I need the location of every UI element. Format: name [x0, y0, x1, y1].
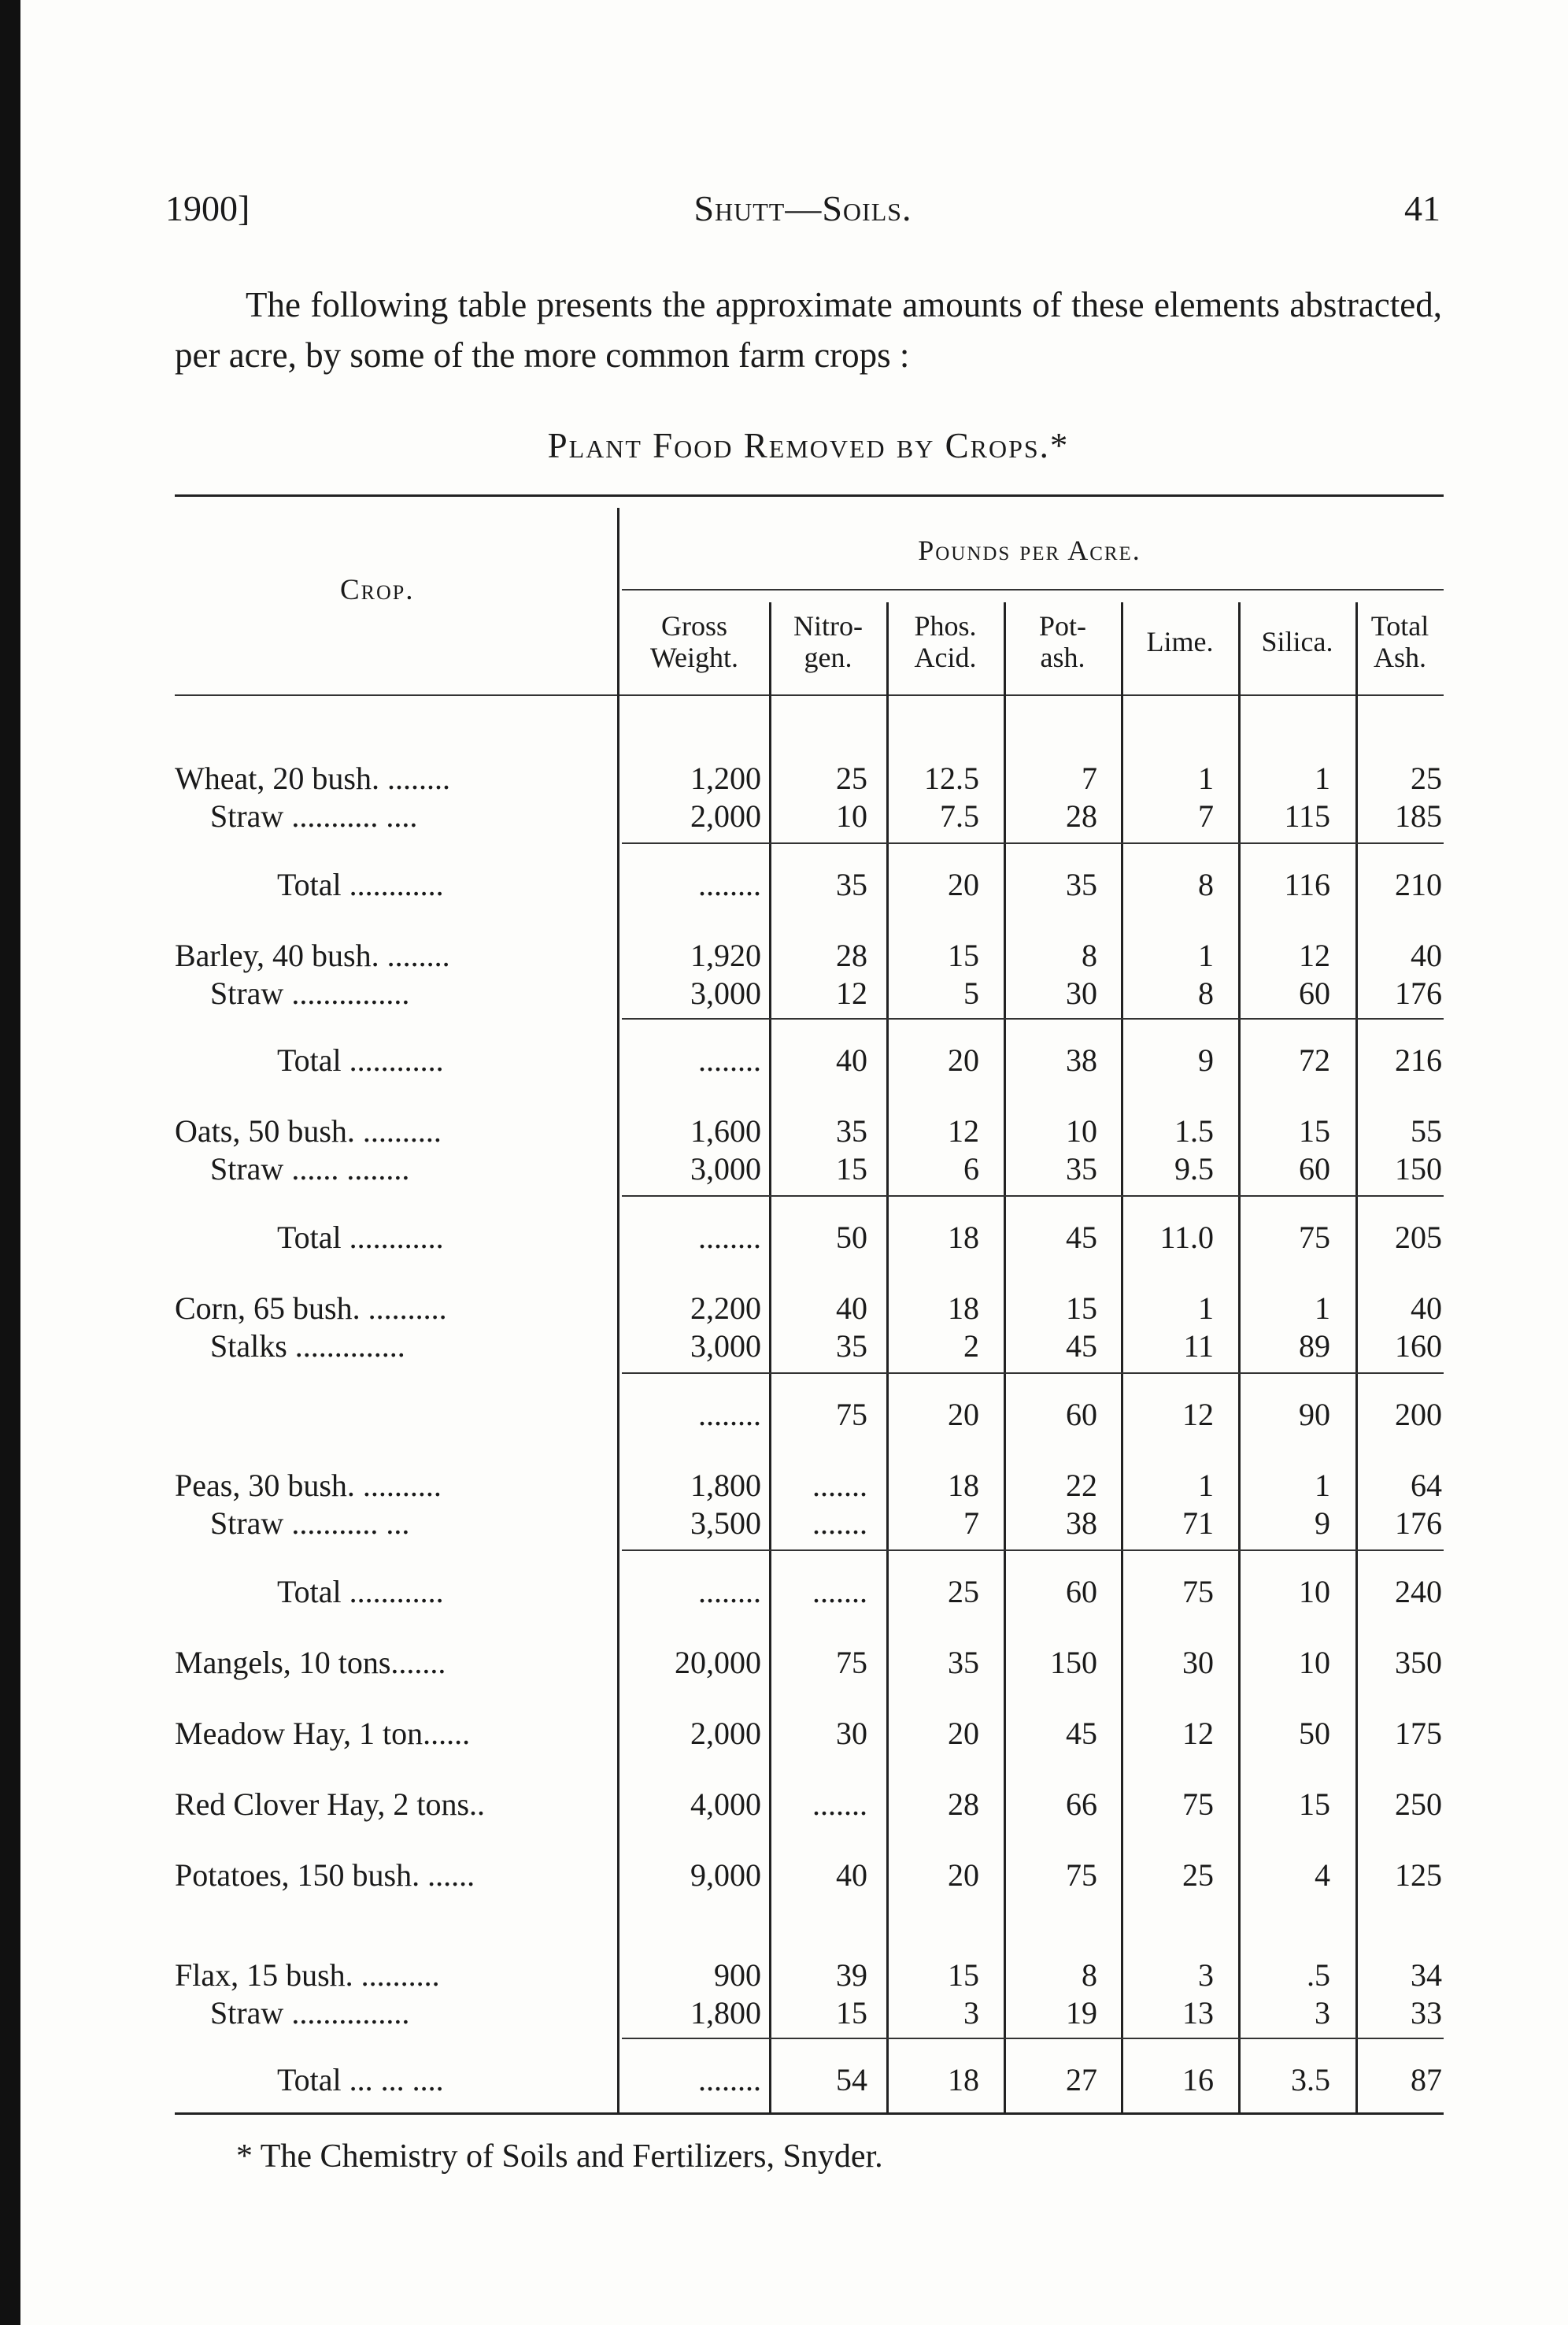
table-cell: 1 [1198, 938, 1214, 973]
table-cell: 75 [1066, 1857, 1097, 1893]
plant-food-table [175, 496, 1444, 2118]
table-cell: 35 [836, 1328, 867, 1364]
table-cell: 2,200 [690, 1290, 761, 1326]
table-cell: 12 [948, 1113, 979, 1149]
crop-name: Straw ........... ... [210, 1505, 410, 1541]
table-cell: 89 [1299, 1328, 1330, 1364]
table-cell: 45 [1066, 1328, 1097, 1364]
table-cell: 15 [836, 1151, 867, 1187]
table-cell: 40 [1411, 938, 1442, 973]
col-potash: Pot- ash. [1038, 610, 1086, 673]
crop-name: Total ............ [277, 867, 444, 902]
crop-name: Barley, 40 bush. ........ [175, 938, 450, 973]
table-cell: 176 [1395, 1505, 1442, 1541]
table-cell: 75 [1182, 1574, 1214, 1609]
table-cell: 150 [1395, 1151, 1442, 1187]
table-cell: 35 [836, 1113, 867, 1149]
table-row [175, 798, 1444, 834]
table-cell: 15 [1066, 1290, 1097, 1326]
table-cell: 1,200 [690, 761, 761, 796]
crop-name: Potatoes, 150 bush. ...... [175, 1857, 475, 1893]
table-cell: 3,000 [690, 1151, 761, 1187]
table-cell: 8 [1198, 867, 1214, 902]
table-cell: 2,000 [690, 1716, 761, 1751]
table-cell: 20 [948, 1397, 979, 1432]
table-cell: 35 [836, 867, 867, 902]
table-cell: 87 [1411, 2062, 1442, 2097]
table-cell: 20 [948, 867, 979, 902]
table-cell: 15 [948, 1957, 979, 1993]
table-cell: 200 [1395, 1397, 1442, 1432]
table-cell: 66 [1066, 1786, 1097, 1822]
table-cell: 900 [714, 1957, 761, 1993]
crop-name: Total ............ [277, 1574, 444, 1609]
intro-text: The following table presents the approximate amounts of these elements abstracted, per acre, by some of the more common farm crops : [175, 285, 1442, 375]
table-cell: 27 [1066, 2062, 1097, 2097]
table-cell: 11 [1183, 1328, 1214, 1364]
crop-name: Mangels, 10 tons....... [175, 1645, 446, 1680]
table-cell: 116 [1284, 867, 1330, 902]
table-cell: 22 [1066, 1468, 1097, 1503]
table-row [175, 1290, 1444, 1326]
table-cell: 64 [1411, 1468, 1442, 1503]
table-cell: 115 [1284, 798, 1330, 834]
table-row [175, 975, 1444, 1011]
table-cell: 40 [836, 1290, 867, 1326]
table-cell: ........ [698, 867, 761, 902]
table-cell: 10 [1299, 1574, 1330, 1609]
table-row [175, 1644, 1444, 1680]
table-cell: 30 [836, 1716, 867, 1751]
table-cell: 175 [1395, 1716, 1442, 1751]
table-cell: 11.0 [1159, 1220, 1214, 1255]
table-cell: ....... [812, 1786, 867, 1822]
table-row [175, 760, 1444, 796]
table-cell: 9 [1315, 1505, 1330, 1541]
table-cell: 1,600 [690, 1113, 761, 1149]
table-row [175, 1327, 1444, 1364]
table-cell: 205 [1395, 1220, 1442, 1255]
table-cell: 55 [1411, 1113, 1442, 1149]
pounds-per-acre-header: Pounds per Acre. [918, 535, 1141, 566]
column-header-rule [175, 694, 1444, 696]
table-cell: 90 [1299, 1397, 1330, 1432]
col-lime: Lime. [1146, 626, 1214, 657]
table-cell: 1 [1198, 1290, 1214, 1326]
table-cell: ........ [698, 2062, 761, 2097]
table-cell: 33 [1411, 1995, 1442, 2031]
table-cell: 60 [1299, 1151, 1330, 1187]
table-cell: ........ [698, 1574, 761, 1609]
table-cell: 60 [1299, 976, 1330, 1011]
table-row [175, 2061, 1444, 2097]
table-cell: 185 [1395, 798, 1442, 834]
table-cell: 12 [1182, 1716, 1214, 1751]
crop-name: Straw ........... .... [210, 798, 418, 834]
table-cell: 25 [1411, 761, 1442, 796]
table-cell: 3,000 [690, 1328, 761, 1364]
table-cell: 9 [1198, 1042, 1214, 1078]
table-cell: 150 [1050, 1645, 1097, 1680]
sum-rule-oats [622, 1195, 1444, 1197]
table-cell: 1 [1315, 761, 1330, 796]
table-cell: 1 [1198, 1468, 1214, 1503]
table-cell: 12.5 [924, 761, 979, 796]
table-cell: 210 [1395, 867, 1442, 902]
table-cell: 12 [1299, 938, 1330, 973]
col-total-ash: Total Ash. [1370, 610, 1429, 673]
table-cell: 216 [1395, 1042, 1442, 1078]
crop-name: Stalks .............. [210, 1328, 405, 1364]
table-cell: 18 [948, 1468, 979, 1503]
table-cell: 10 [836, 798, 867, 834]
table-cell: 16 [1182, 2062, 1214, 2097]
crop-name: Red Clover Hay, 2 tons.. [175, 1786, 486, 1822]
sum-rule-corn [622, 1372, 1444, 1374]
table-cell: 75 [1182, 1786, 1214, 1822]
sum-rule-peas [622, 1549, 1444, 1551]
crop-name: Wheat, 20 bush. ........ [175, 761, 450, 796]
table-cell: 6 [963, 1151, 979, 1187]
table-cell: 35 [1066, 867, 1097, 902]
table-cell: 75 [836, 1397, 867, 1432]
table-cell: 25 [1182, 1857, 1214, 1893]
table-cell: 30 [1066, 976, 1097, 1011]
footnote: * The Chemistry of Soils and Fertilizers, Snyder. [236, 2138, 883, 2175]
table-row [175, 1573, 1444, 1609]
table-cell: 40 [836, 1042, 867, 1078]
table-cell: 250 [1395, 1786, 1442, 1822]
table-cell: 39 [836, 1957, 867, 1993]
crop-name: Oats, 50 bush. .......... [175, 1113, 442, 1149]
table-cell: 28 [948, 1786, 979, 1822]
table-row [175, 1715, 1444, 1751]
page-number: 41 [1404, 188, 1440, 228]
header-year: 1900] [165, 188, 250, 228]
table-row [175, 866, 1444, 902]
table-cell: 75 [836, 1645, 867, 1680]
crop-name: Meadow Hay, 1 ton...... [175, 1716, 471, 1751]
table-cell: 45 [1066, 1220, 1097, 1255]
col-nitrogen: Nitro- gen. [793, 610, 863, 673]
table-cell: 45 [1066, 1716, 1097, 1751]
table-cell: 25 [836, 761, 867, 796]
table-cell: 1 [1315, 1290, 1330, 1326]
crop-name: Straw ...... ........ [210, 1151, 410, 1187]
table-cell: 60 [1066, 1397, 1097, 1432]
sum-rule-barley [622, 1018, 1444, 1020]
table-cell: 9,000 [690, 1857, 761, 1893]
table-cell: 40 [1411, 1290, 1442, 1326]
sum-rule-wheat [622, 842, 1444, 844]
table-cell: 12 [836, 976, 867, 1011]
table-cell: 20,000 [675, 1645, 761, 1680]
table-cell: 35 [948, 1645, 979, 1680]
table-cell: 18 [948, 2062, 979, 2097]
table-cell: 1,800 [690, 1468, 761, 1503]
crop-name: Total ............ [277, 1220, 444, 1255]
table-cell: 10 [1066, 1113, 1097, 1149]
table-cell: 1 [1315, 1468, 1330, 1503]
table-cell: 38 [1066, 1505, 1097, 1541]
table-row [175, 937, 1444, 973]
table-cell: ....... [812, 1468, 867, 1503]
table-cell: 15 [836, 1995, 867, 2031]
intro-paragraph [175, 280, 1442, 380]
col-phos-acid: Phos. Acid. [914, 610, 977, 673]
table-cell: 20 [948, 1857, 979, 1893]
table-cell: 350 [1395, 1645, 1442, 1680]
table-cell: ....... [812, 1505, 867, 1541]
table-row [175, 1467, 1444, 1503]
table-cell: .5 [1307, 1957, 1330, 1993]
table-cell: 1.5 [1174, 1113, 1214, 1149]
table-cell: 4,000 [690, 1786, 761, 1822]
table-cell: 1,800 [690, 1995, 761, 2031]
table-cell: 3,000 [690, 976, 761, 1011]
sum-rule-flax [622, 2038, 1444, 2039]
running-header [165, 187, 1440, 242]
table-cell: 50 [836, 1220, 867, 1255]
table-cell: 40 [836, 1857, 867, 1893]
table-row [175, 1150, 1444, 1187]
table-cell: 3 [1315, 1995, 1330, 2031]
table-cell: 28 [836, 938, 867, 973]
table-cell: 13 [1182, 1995, 1214, 2031]
table-cell: 72 [1299, 1042, 1330, 1078]
table-row [175, 1994, 1444, 2031]
table-cell: 12 [1182, 1397, 1214, 1432]
col-silica: Silica. [1261, 626, 1333, 657]
table-cell: 20 [948, 1042, 979, 1078]
table-row [175, 1396, 1444, 1432]
table-row [175, 1219, 1444, 1255]
table-cell: 3 [963, 1995, 979, 2031]
table-cell: 4 [1315, 1857, 1330, 1893]
table-cell: 18 [948, 1290, 979, 1326]
table-cell: ........ [698, 1042, 761, 1078]
table-cell: 25 [948, 1574, 979, 1609]
crop-name: Straw ............... [210, 1995, 410, 2031]
table-cell: 75 [1299, 1220, 1330, 1255]
table-cell: 15 [948, 938, 979, 973]
table-cell: 30 [1182, 1645, 1214, 1680]
table-cell: ........ [698, 1220, 761, 1255]
crop-name: Corn, 65 bush. .......... [175, 1290, 447, 1326]
crop-name: Total ............ [277, 1042, 444, 1078]
table-cell: 18 [948, 1220, 979, 1255]
table-cell: 2 [963, 1328, 979, 1364]
table-cell: 125 [1395, 1857, 1442, 1893]
table-row [175, 1505, 1444, 1541]
table-cell: 3 [1198, 1957, 1214, 1993]
table-row [175, 1857, 1444, 1893]
table-cell: 35 [1066, 1151, 1097, 1187]
table-cell: 60 [1066, 1574, 1097, 1609]
group-header-rule [622, 589, 1444, 591]
table-cell: 71 [1182, 1505, 1214, 1541]
table-cell: 8 [1082, 938, 1097, 973]
table-cell: 1 [1198, 761, 1214, 796]
table-cell: 15 [1299, 1113, 1330, 1149]
table-bottom-rule [175, 2112, 1444, 2115]
table-cell: ........ [698, 1397, 761, 1432]
table-cell: 20 [948, 1716, 979, 1751]
crop-name: Flax, 15 bush. .......... [175, 1957, 440, 1993]
table-cell: 7 [1198, 798, 1214, 834]
table-row [175, 1786, 1444, 1822]
table-cell: 3.5 [1291, 2062, 1330, 2097]
table-cell: 9.5 [1174, 1151, 1214, 1187]
table-caption: Plant Food Removed by Crops.* [547, 426, 1070, 465]
table-cell: 160 [1395, 1328, 1442, 1364]
table-row [175, 1042, 1444, 1078]
table-cell: 7 [1082, 761, 1097, 796]
table-cell: 2,000 [690, 798, 761, 834]
table-row [175, 1113, 1444, 1149]
crop-name: Total ... ... .... [277, 2062, 444, 2097]
table-cell: 7.5 [940, 798, 979, 834]
header-title: Shutt—Soils. [693, 188, 912, 228]
table-cell: ....... [812, 1574, 867, 1609]
table-cell: 54 [836, 2062, 867, 2097]
table-cell: 8 [1198, 976, 1214, 1011]
table-cell: 15 [1299, 1786, 1330, 1822]
table-cell: 1,920 [690, 938, 761, 973]
col-gross-weight: Gross Weight. [649, 610, 739, 673]
table-cell: 3,500 [690, 1505, 761, 1541]
table-cell: 38 [1066, 1042, 1097, 1078]
table-cell: 50 [1299, 1716, 1330, 1751]
table-cell: 7 [963, 1505, 979, 1541]
table-cell: 5 [963, 976, 979, 1011]
table-cell: 28 [1066, 798, 1097, 834]
table-cell: 10 [1299, 1645, 1330, 1680]
table-cell: 8 [1082, 1957, 1097, 1993]
table-cell: 240 [1395, 1574, 1442, 1609]
crop-column-header: Crop. [340, 574, 415, 606]
table-cell: 176 [1395, 976, 1442, 1011]
table-cell: 19 [1066, 1995, 1097, 2031]
table-row [175, 1957, 1444, 1993]
crop-name: Peas, 30 bush. .......... [175, 1468, 442, 1503]
page-spine-shadow [0, 0, 20, 2325]
crop-name: Straw ............... [210, 976, 410, 1011]
table-cell: 34 [1411, 1957, 1442, 1993]
